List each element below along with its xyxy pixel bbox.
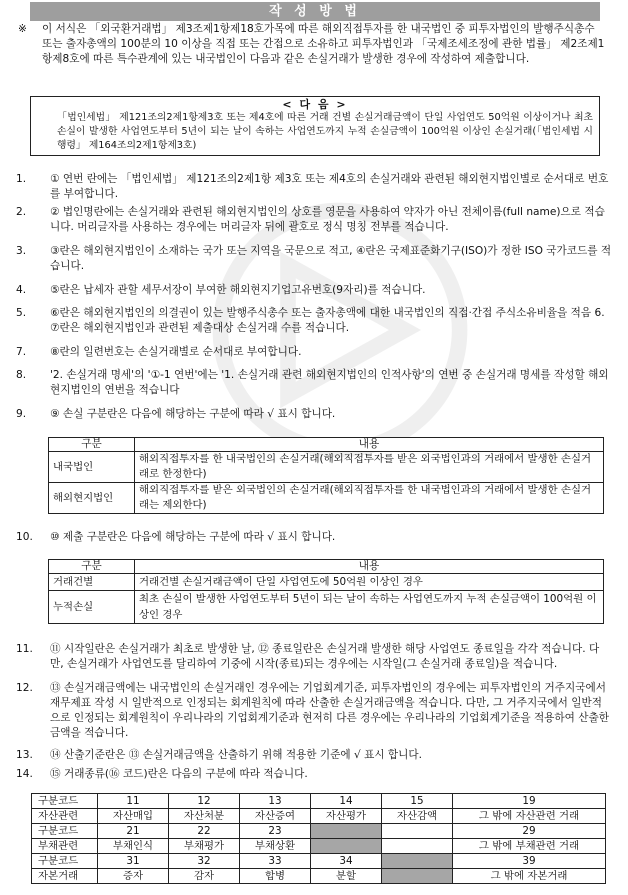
item-number: 14. [16, 768, 33, 780]
notice-box [30, 96, 600, 156]
empty-shaded-cell [311, 824, 382, 839]
table-row [32, 839, 606, 854]
type-cell: 자산평가 [311, 809, 382, 824]
type-cell: 자산증여 [240, 809, 311, 824]
type-cell: 합병 [240, 869, 311, 884]
empty-cell [382, 839, 453, 854]
instruction-item-5 [16, 306, 612, 336]
instruction-item-3 [16, 244, 612, 274]
instruction-item-8 [16, 368, 612, 398]
table-header: 구분 [49, 560, 135, 574]
row-content: 해외직접투자를 한 내국법인의 손실거래(해외직접투자를 받은 외국법인과의 거래에서 발생한 손실거래로 한정한다) [135, 452, 604, 483]
code-cell: 31 [98, 854, 169, 869]
instruction-item-11 [16, 642, 612, 672]
row-content: 최초 손실이 발생한 사업연도부터 5년이 되는 날이 속하는 사업연도까지 누적 손실금액이 100억원 이상인 경우 [135, 591, 604, 624]
instruction-item-12 [16, 681, 612, 741]
item-number: 2. [16, 206, 27, 218]
instruction-item-4 [16, 283, 612, 298]
row-content: 해외직접투자를 받은 외국법인의 손실거래(해외직접투자를 한 내국법인과의 거래에서 발생한 손실거래는 제외한다) [135, 483, 604, 514]
table-row [49, 483, 604, 514]
instruction-item-13 [16, 748, 612, 763]
code-cell: 15 [382, 794, 453, 809]
type-cell: 부채인식 [98, 839, 169, 854]
instruction-item-2 [16, 205, 612, 235]
table-header: 구분 [49, 438, 135, 452]
type-cell: 증자 [98, 869, 169, 884]
table-header: 내용 [135, 560, 604, 574]
instruction-item-1 [16, 172, 612, 202]
code-label: 구분코드 [32, 824, 98, 839]
item-text: ⑧란의 일련번호는 손실거래별로 순서대로 부여합니다. [50, 346, 302, 358]
category-label: 자산관련 [32, 809, 98, 824]
table-row [32, 824, 606, 839]
reference-mark: ※ [18, 23, 27, 35]
code-cell: 19 [453, 794, 606, 809]
item-number: 12. [16, 682, 33, 694]
code-cell: 23 [240, 824, 311, 839]
table-row [32, 869, 606, 884]
code-cell: 12 [169, 794, 240, 809]
item-text: ⑬ 손실거래금액에는 내국법인의 손실거래인 경우에는 기업회계기준, 피투자법인의 경우에는 피투자법인의 거주지국에서 재무제표 작성 시 일반적으로 인정되는 회계원칙에 따라 산출한 손실거래금액을 적습니다. 다만, 그 거주지국에서 일반적으로 인정되는 회계원칙이 우리나라의 기업회계기준과 현저히 다른 경우에는 우리나라의 기업회계기준을 적용하여 산출한 금액을 적습니다. [50, 682, 609, 740]
item-text: ⑤란은 납세자 관할 세무서장이 부여한 해외현지기업고유번호(9자리)를 적습니다. [50, 284, 426, 296]
type-cell: 감자 [169, 869, 240, 884]
type-cell: 자산처분 [169, 809, 240, 824]
table-row [49, 574, 604, 591]
item-text: ⑮ 거래종류(⑯ 코드)란은 다음의 구분에 따라 적습니다. [50, 768, 308, 780]
item-text: ③란은 해외현지법인이 소재하는 국가 또는 지역을 국문으로 적고, ④란은 국제표준화기구(ISO)가 정한 ISO 국가코드를 적습니다. [50, 245, 612, 273]
item-number: 1. [16, 173, 27, 185]
empty-shaded-cell [311, 839, 382, 854]
notice-heading: < 다 음 > [282, 98, 348, 111]
item-number: 7. [16, 346, 27, 358]
item-text: ⑩ 제출 구분란은 다음에 해당하는 구분에 따라 √ 표시 합니다. [50, 531, 336, 543]
table-row [32, 854, 606, 869]
row-label: 거래건별 [49, 574, 135, 591]
code-cell: 21 [98, 824, 169, 839]
intro-text: 이 서식은 「외국환거래법」 제3조제1항제18호가목에 따른 해외직접투자를 한 내국법인 중 피투자법인의 발행주식총수 또는 출자총액의 100분의 10 이상을 직접 또는 간접으로 소유하고 피투자법인과 「국제조세조정에 관한 법률」 제2조제1항제8호에 따른 특수관계에 있는 내국법인이 다음과 같은 손실거래가 발생한 경우에 작성하여 제출합니다. [42, 23, 605, 66]
table-row [49, 591, 604, 624]
code-cell: 33 [240, 854, 311, 869]
table-row [49, 452, 604, 483]
instruction-item-10 [16, 530, 612, 545]
item-number: 10. [16, 531, 33, 543]
item-text: ⑪ 시작일란은 손실거래가 최초로 발생한 날, ⑫ 종료일란은 손실거래 발생한 해당 사업연도 종료일을 각각 적습니다. 다만, 손실거래가 사업연도를 달리하여 기중에 시작(종료)되는 경우에는 시작일(그 손실거래 종료일)을 적습니다. [50, 643, 600, 671]
submission-category-table [48, 559, 604, 624]
type-cell: 부채평가 [169, 839, 240, 854]
table-row [32, 809, 606, 824]
instruction-item-14 [16, 767, 612, 782]
code-cell: 22 [169, 824, 240, 839]
row-content: 거래건별 손실거래금액이 단일 사업연도에 50억원 이상인 경우 [135, 574, 604, 591]
row-label: 내국법인 [49, 452, 135, 483]
category-label: 자본거래 [32, 869, 98, 884]
item-text: ⑭ 산출기준란은 ⑬ 손실거래금액을 산출하기 위해 적용한 기준에 √ 표시 합니다. [50, 749, 422, 761]
type-cell: 자산매입 [98, 809, 169, 824]
item-text: ⑥란은 해외현지법인의 의결권이 있는 발행주식총수 또는 출자총액에 대한 내국법인의 직접·간접 주식소유비율을 적음 6. ⑦란은 해외현지법인과 관련된 제출대상 손실거래 수를 적습니다. [50, 307, 605, 335]
item-text: ① 연번 란에는 「법인세법」 제121조의2제1항 제3호 또는 제4호의 손실거래와 관련된 해외현지법인별로 순서대로 번호를 부여합니다. [50, 173, 609, 201]
category-label: 부채관련 [32, 839, 98, 854]
transaction-code-table [31, 793, 606, 884]
item-number: 5. [16, 307, 27, 319]
item-number: 4. [16, 284, 27, 296]
code-label: 구분코드 [32, 794, 98, 809]
item-number: 9. [16, 408, 27, 420]
type-cell: 그 밖에 자산관련 거래 [453, 809, 606, 824]
empty-cell [382, 824, 453, 839]
code-cell: 13 [240, 794, 311, 809]
type-cell: 부채상환 [240, 839, 311, 854]
table-header: 내용 [135, 438, 604, 452]
item-text: '2. 손실거래 명세'의 '①-1 연번'에는 '1. 손실거래 관련 해외현지법인의 인적사항'의 연번 중 손실거래 명세를 작성할 해외현지법인의 연번을 적습니다 [50, 369, 609, 397]
type-cell: 자산감액 [382, 809, 453, 824]
code-cell: 32 [169, 854, 240, 869]
type-cell: 그 밖에 부채관련 거래 [453, 839, 606, 854]
type-cell: 그 밖에 자본거래 [453, 869, 606, 884]
code-cell: 29 [453, 824, 606, 839]
row-label: 해외현지법인 [49, 483, 135, 514]
empty-shaded-cell [382, 869, 453, 884]
loss-category-table [48, 437, 604, 514]
type-cell: 분할 [311, 869, 382, 884]
item-text: ⑨ 손실 구분란은 다음에 해당하는 구분에 따라 √ 표시 합니다. [50, 408, 336, 420]
notice-text: 「법인세법」 제121조의2제1항제3호 또는 제4호에 따른 거래 건별 손실거래금액이 단일 사업연도 50억원 이상이거나 최초 손실이 발생한 사업연도부터 5년이 되는 날이 속하는 사업연도까지 누적 손실금액이 100억원 이상인 손실거래(「법인세법 시행령」 제164조의2제1항제3호) [57, 112, 593, 151]
item-number: 3. [16, 245, 27, 257]
table-row [32, 794, 606, 809]
page-title: 작 성 방 법 [30, 2, 600, 21]
item-number: 13. [16, 749, 33, 761]
row-label: 누적손실 [49, 591, 135, 624]
code-label: 구분코드 [32, 854, 98, 869]
item-number: 11. [16, 643, 33, 655]
code-cell: 34 [311, 854, 382, 869]
item-number: 8. [16, 369, 27, 381]
instruction-item-9 [16, 407, 612, 422]
instruction-item-7 [16, 345, 612, 360]
item-text: ② 법인명란에는 손실거래와 관련된 해외현지법인의 상호를 영문을 사용하여 약자가 아닌 전체이름(full name)으로 적습니다. 머리글자를 사용하는 경우에는 머리글자 뒤에 괄호로 정식 명칭 전부를 적습니다. [50, 206, 605, 234]
code-cell: 11 [98, 794, 169, 809]
code-cell: 14 [311, 794, 382, 809]
intro-paragraph [18, 22, 608, 67]
code-cell: 39 [453, 854, 606, 869]
empty-shaded-cell [382, 854, 453, 869]
